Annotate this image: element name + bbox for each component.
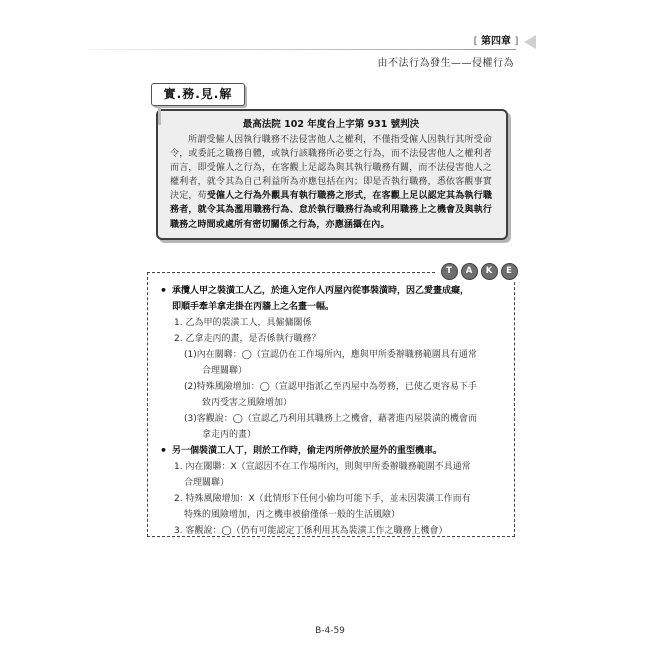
sub-list-item: (2)特殊風險增加：◯（宣認甲指派乙至丙屋中為勞務，已使乙更容易下手	[184, 382, 477, 392]
running-header-subtitle: 由不法行為發生——侵權行為	[377, 58, 514, 69]
bullet-text: 另一個裝潢工人丁，則於工作時，偷走丙所停放於屋外的重型機車。	[172, 446, 443, 456]
bullet-icon: •	[160, 444, 168, 457]
take-content	[160, 283, 510, 539]
sub-list-item: (1)內在關聯：◯（宣認仍在工作場所內，應與甲所委辦職務範圍具有通常	[184, 350, 477, 360]
section-tab-practice: 實.務.見.解	[151, 83, 245, 106]
list-item-cont: 合理關聯）	[184, 478, 230, 488]
take-letter-a: A	[461, 263, 478, 280]
case-line: 所謂受僱人因執行職務不法侵害他人之權利，不僅指受僱人因執行其所受	[188, 135, 483, 145]
list-item: 2. 特殊風險增加：X（此情形下任何小偷均可能下手，並未因裝潢工作而有	[174, 494, 471, 504]
header-corner-decoration	[524, 35, 536, 49]
take-badges	[437, 263, 521, 281]
page-number: B-4-59	[315, 626, 345, 636]
chapter-label: 第四章	[481, 36, 511, 47]
bracket-right: ]	[514, 36, 519, 47]
bullet-icon: •	[160, 284, 168, 297]
case-line-bold: 受僱人之行為外觀具有執行職務之形式，在客觀上足以認定	[206, 191, 447, 202]
tab-connector	[158, 105, 161, 125]
list-item-cont: 特殊的風險增加，丙之機車被偷僅係一般的生活風險）	[184, 510, 401, 520]
bullet-text: 承攬人甲之裝潢工人乙，於進入定作人丙屋內從事裝潢時，因乙愛畫成癡，	[172, 286, 470, 296]
bullet-item	[160, 443, 510, 459]
case-box	[156, 109, 508, 240]
bracket-left: [	[473, 36, 478, 47]
bullet-item	[160, 283, 510, 299]
case-line: 利者而言，即受僱人之行為，在客觀上足認為與其執行職務有關，而不法侵害	[170, 149, 492, 174]
take-letter-k: K	[481, 263, 498, 280]
list-item: 2. 乙拿走丙的畫，是否係執行職務？	[174, 334, 321, 344]
bullet-text-cont: 即順手牽羊拿走掛在丙牆上之名畫一幅。	[172, 302, 335, 312]
chapter-tag	[473, 34, 519, 50]
case-title: 最高法院 102 年度台上字第 931 號判決	[242, 119, 420, 130]
header-rule	[88, 49, 516, 50]
take-letter-e: E	[501, 263, 518, 280]
list-item: 1. 內在關聯：X（宣認因不在工作場所內，則與甲所委辦職務範圍不具通常	[174, 462, 471, 472]
sub-list-item-cont: 合理關聯）	[202, 366, 248, 376]
sub-list-item: (3)客觀說：◯（宣認乙乃利用其職務上之機會，藉著進丙屋裝潢的機會而	[184, 414, 477, 424]
case-line-bold: 機會及與執行職務之時間或處所有密切關係之行為，亦應涵攝在內。	[170, 205, 492, 230]
list-item: 3. 客觀說：◯（仍有可能認定丁係利用其為裝潢工作之職務上機會）	[174, 526, 448, 536]
list-item: 1. 乙為甲的裝潢工人，具僱傭關係	[174, 318, 312, 328]
sub-list-item-cont: 拿走丙的畫）	[202, 430, 257, 440]
case-line-partial: 客觀事實決定，苟	[170, 177, 492, 202]
sub-list-item-cont: 致丙受害之風險增加）	[202, 398, 293, 408]
case-body	[170, 133, 492, 232]
case-line-bold: 其為執行職務者，就令其為濫用職務行為、怠於執行職務行為或利用職務上之	[170, 191, 492, 216]
take-letter-t: T	[441, 263, 458, 280]
case-line: 命令，或委託之職務自體，或執行該職務所必要之行為，而不法侵害他人之權	[170, 135, 492, 160]
case-line: 他人之權利者，就令其為自己利益所為亦應包括在內；即是否執行職務，悉依	[170, 163, 492, 188]
